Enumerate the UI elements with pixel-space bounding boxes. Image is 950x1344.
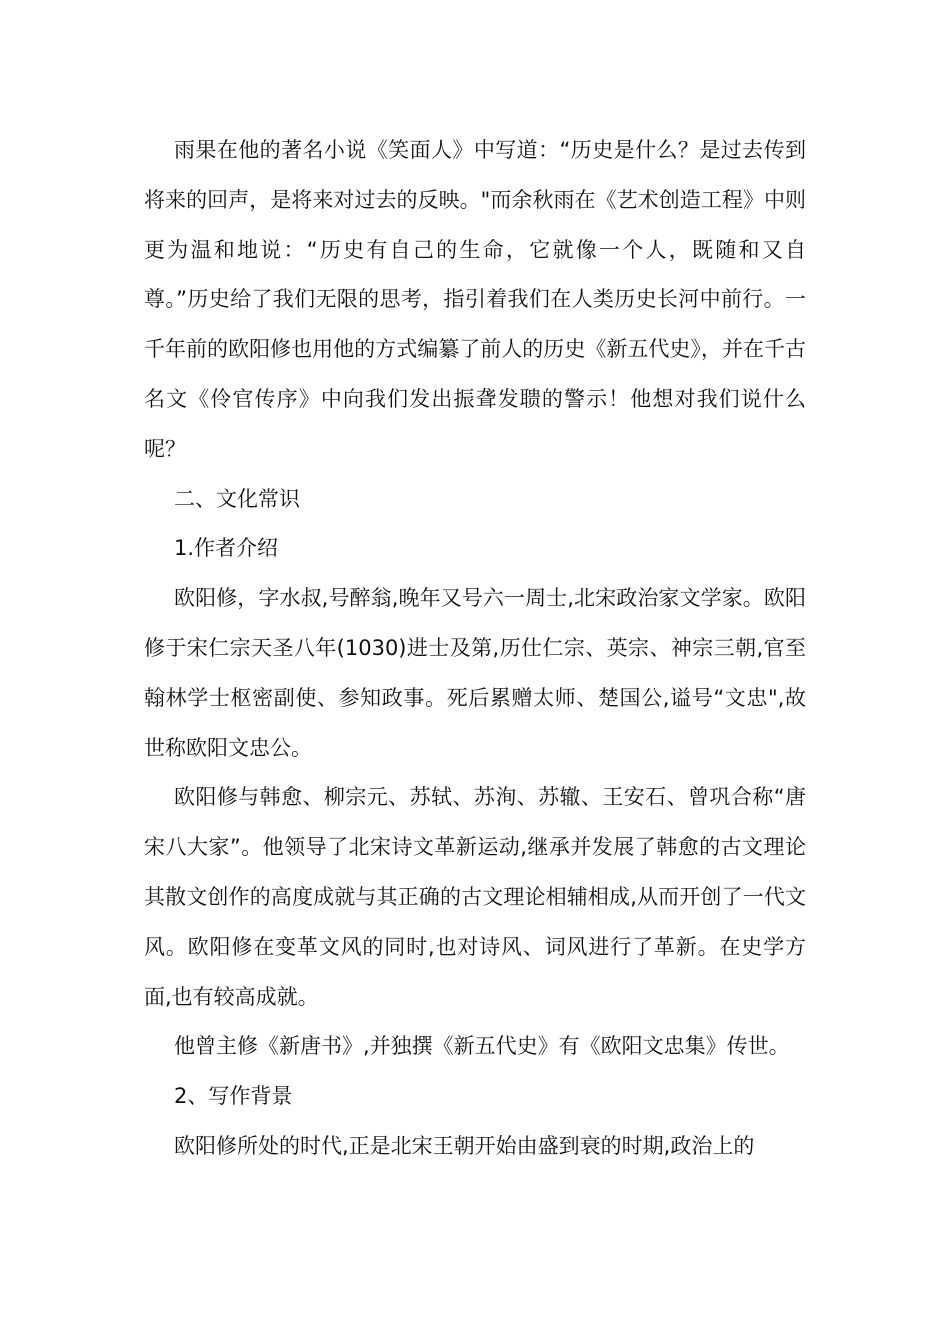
subheading-author-intro: 1.作者介绍 xyxy=(174,536,279,561)
eight-masters-paragraph: 欧阳修与韩愈、柳宗元、苏轼、苏洵、苏辙、王安石、曾巩合称“唐宋八大家”。他领导了北宋诗文革新运动,继承并发展了韩愈的古文理论其散文创作的高度成就与其正确的古文理论相辅相成,从而开创了一代文风。欧阳修在变革文风的同时,也对诗风、词风进行了革新。在史学方面,也有较高成就。 xyxy=(144,785,806,1009)
intro-paragraph: 雨果在他的著名小说《笑面人》中写道：“历史是什么？是过去传到将来的回声，是将来对过去的反映。"而余秋雨在《艺术创造工程》中则更为温和地说：“历史有自己的生命，它就像一个人，既随和又自尊。”历史给了我们无限的思考，指引着我们在人类历史长河中前行。一千年前的欧阳修也用他的方式编纂了前人的历史《新五代史》，并在千古名文《伶官传序》中向我们发出振聋发聩的警示！他想对我们说什么呢？ xyxy=(144,138,806,461)
section-heading-culture: 二、文化常识 xyxy=(174,486,300,511)
document-page xyxy=(144,126,806,1172)
author-bio-paragraph: 欧阳修，字水叔,号醉翁,晚年又号六一周士,北宋政治家文学家。欧阳修于宋仁宗天圣八年(1030)进士及第,历仕仁宗、英宗、神宗三朝,官至翰林学士枢密副使、参知政事。死后累赠太师、楚国公,谥号“文忠",故世称欧阳文忠公。 xyxy=(144,586,806,760)
background-paragraph: 欧阳修所处的时代,正是北宋王朝开始由盛到衰的时期,政治上的 xyxy=(174,1133,755,1158)
works-paragraph: 他曾主修《新唐书》,并独撰《新五代史》有《欧阳文忠集》传世。 xyxy=(174,1034,790,1059)
subheading-writing-background: 2、写作背景 xyxy=(174,1084,293,1109)
